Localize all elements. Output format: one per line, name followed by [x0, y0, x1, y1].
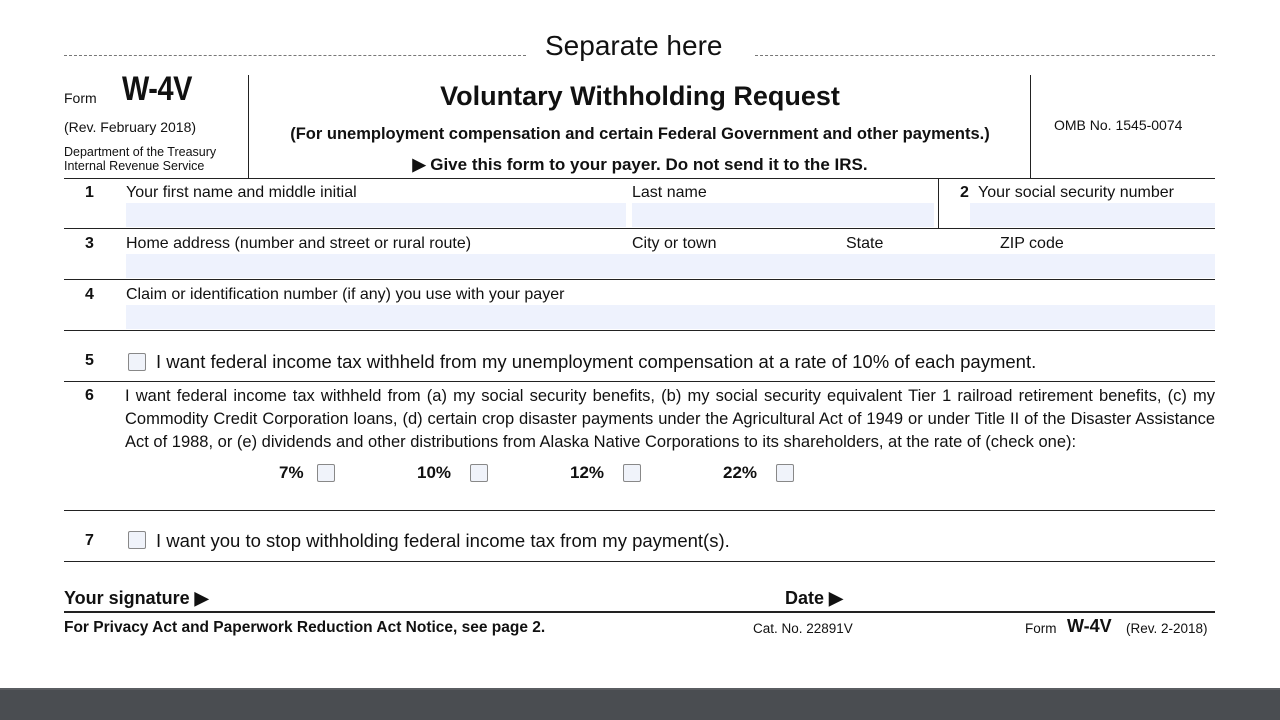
footer-form-name: W-4V: [1067, 616, 1112, 636]
line-6-text: I want federal income tax withheld from (a) my social security benefits, (b) my social security equivalent Tier 1 railroad retirement benefits, (c) my Commodity Credit Corporation loans, (d) certain crop disaster payments under the Agricultural Act of 1949 or under Title II of the Disaster Assistance Act of 1988, or (e) dividends and other distributions from Alaska Native Corporations to its shareholders, at the rate of (check one):: [125, 387, 1215, 451]
line-5-text: I want federal income tax withheld from my unemployment compensation at a rate of 10% of each payment.: [156, 351, 1037, 372]
line-7-number: 7: [85, 532, 94, 549]
line-4-number: 4: [85, 286, 94, 303]
line-4-rule: [64, 330, 1215, 331]
ssn-field[interactable]: [970, 203, 1215, 227]
claim-number-label: Claim or identification number (if any) you use with your payer: [126, 286, 565, 303]
line-2-number: 2: [960, 184, 969, 201]
form-word: Form: [64, 90, 97, 106]
header-divider-right: [1030, 75, 1031, 178]
last-name-field[interactable]: [632, 203, 934, 227]
first-name-label: Your first name and middle initial: [126, 184, 357, 201]
line-5-number: 5: [85, 352, 94, 369]
form-name: W-4V: [122, 70, 192, 108]
date-label: Date ▶: [785, 588, 843, 608]
separator-line-left: [64, 55, 526, 56]
header-bottom-rule: [64, 178, 1215, 179]
header-divider-left: [248, 75, 249, 178]
first-name-field[interactable]: [126, 203, 626, 227]
form-title: Voluntary Withholding Request: [440, 81, 840, 111]
line-5-checkbox[interactable]: [128, 353, 146, 371]
catalog-number: Cat. No. 22891V: [753, 621, 853, 636]
rate-12-label: 12%: [570, 463, 605, 482]
state-label: State: [846, 235, 884, 252]
viewer-bottom-bar: [0, 688, 1280, 720]
rate-12-checkbox[interactable]: [623, 464, 641, 482]
signature-label: Your signature ▶: [64, 588, 209, 608]
line-6-number: 6: [85, 387, 94, 404]
department-line: Department of the Treasury: [64, 145, 217, 159]
footer-form-word: Form: [1025, 621, 1057, 636]
line-7-text: I want you to stop withholding federal income tax from my payment(s).: [156, 530, 730, 551]
line-3-rule: [64, 279, 1215, 280]
rate-10-label: 10%: [417, 463, 452, 482]
claim-number-field[interactable]: [126, 305, 1215, 329]
form-subtitle: (For unemployment compensation and certain Federal Government and other payments.): [290, 125, 990, 143]
ssn-label: Your social security number: [978, 184, 1174, 201]
separator-text: Separate here: [545, 30, 723, 61]
rate-10-checkbox[interactable]: [470, 464, 488, 482]
signature-field[interactable]: [230, 584, 770, 610]
signature-rule: [64, 611, 1215, 613]
line-5-rule: [64, 381, 1215, 382]
zip-label: ZIP code: [1000, 235, 1064, 252]
line-7-rule: [64, 561, 1215, 562]
date-field[interactable]: [856, 584, 1215, 610]
home-address-label: Home address (number and street or rural route): [126, 235, 472, 252]
rate-22-checkbox[interactable]: [776, 464, 794, 482]
form-instruction: ▶ Give this form to your payer. Do not send it to the IRS.: [412, 155, 868, 174]
rate-7-checkbox[interactable]: [317, 464, 335, 482]
line-3-number: 3: [85, 235, 94, 252]
separator-line-right: [755, 55, 1215, 56]
line-1-2-divider: [938, 178, 939, 228]
address-field[interactable]: [126, 254, 1215, 278]
city-label: City or town: [632, 235, 717, 252]
privacy-notice: For Privacy Act and Paperwork Reduction Act Notice, see page 2.: [64, 619, 546, 636]
rate-7-label: 7%: [279, 463, 304, 482]
line-1-number: 1: [85, 184, 94, 201]
irs-line: Internal Revenue Service: [64, 159, 205, 173]
footer-revision: (Rev. 2-2018): [1126, 621, 1208, 636]
omb-number: OMB No. 1545-0074: [1054, 117, 1183, 133]
last-name-label: Last name: [632, 184, 707, 201]
rate-22-label: 22%: [723, 463, 758, 482]
revision-date: (Rev. February 2018): [64, 119, 197, 135]
line-7-checkbox[interactable]: [128, 531, 146, 549]
line-6-rule: [64, 510, 1215, 511]
line-1-rule: [64, 228, 1215, 229]
